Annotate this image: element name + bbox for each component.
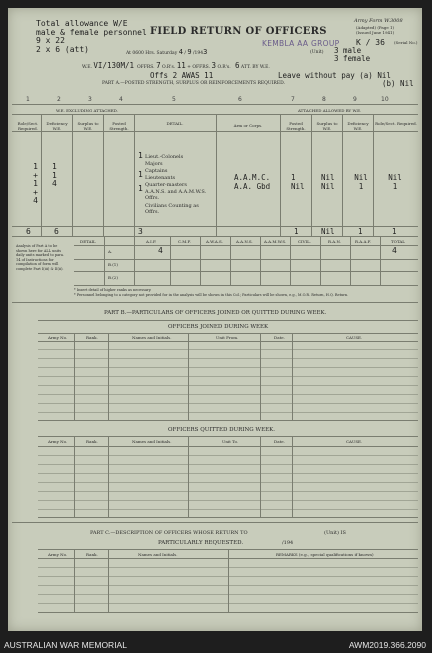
- extra-awas: A.W.A.S.: [206, 239, 223, 244]
- serial-no-label: (Serial No.): [394, 40, 418, 45]
- part-c-requested: PARTICULARLY REQUESTED.: [158, 540, 244, 546]
- or-value-2: 6: [234, 61, 240, 70]
- part-c-col-army-no: Army No.: [48, 552, 68, 557]
- header-role-required: Role/Sect. Required.: [17, 121, 39, 131]
- extra-row-b2: B.(2): [108, 275, 118, 280]
- typed-offs: Offs: [150, 71, 169, 80]
- header-arm-corps: Arm or Corps.: [233, 123, 263, 128]
- col-number-7: 7: [291, 96, 295, 103]
- row2-c8: Nil: [321, 181, 335, 191]
- row2-c6: A.A. Gbd: [234, 181, 271, 191]
- total-c4: 3: [138, 227, 143, 236]
- archive-footer: [0, 634, 432, 653]
- row1-c6: A.A.M.C.: [234, 173, 271, 182]
- joined-col-cause: CAUSE.: [346, 335, 363, 340]
- date-year-prefix: 194: [194, 51, 204, 56]
- part-c-title: PART C.—DESCRIPTION OF OFFICERS WHOSE RETURN TO: [90, 530, 248, 536]
- joined-heading: OFFICERS JOINED DURING WEEK: [168, 324, 269, 330]
- footer-accession-number: AWM2019.366.2090: [348, 640, 426, 650]
- extra-detail-label: DETAIL: [80, 239, 96, 244]
- serial-number: 36: [375, 38, 385, 47]
- header-surplus: Surplus to W.E.: [77, 121, 99, 131]
- rank-qm: Quarter-masters: [145, 182, 187, 188]
- header-detail: DETAIL.: [166, 121, 184, 126]
- quitted-col-army-no: Army No.: [48, 439, 68, 444]
- total-c10: 1: [392, 227, 397, 236]
- header-att-posted: Posted Strength.: [286, 121, 306, 131]
- typed-male: 3 male: [334, 46, 362, 55]
- total-c2: 6: [54, 227, 59, 236]
- c4-lt-col: 1: [138, 151, 143, 160]
- date-prefix: At 0600 Hrs. Saturday: [126, 51, 178, 56]
- footer-institution: AUSTRALIAN WAR MEMORIAL: [4, 640, 127, 650]
- date-month: 9: [187, 48, 192, 56]
- offrs-label: OFFRS.: [136, 65, 155, 70]
- col-number-5: 5: [172, 96, 176, 103]
- col-number-3: 3: [88, 96, 92, 103]
- date-line: At 0600 Hrs. Saturday 4 / 9 /1943: [126, 48, 208, 56]
- we-value: VI/130M/1: [93, 61, 135, 70]
- extra-total-value: 4: [392, 246, 397, 255]
- unit-label: (Unit): [310, 50, 324, 55]
- side-note-a: Analysis of Part A to be shown here for ALL units daily units marked to para. 14 of Instructions for compilation of form will complete Part I(iii) & II(ii).: [16, 244, 65, 271]
- part-c-unit-label: (Unit) IS: [324, 530, 346, 536]
- header-att-role: Role/Sect. Required.: [375, 121, 417, 126]
- row2-c7: Nil: [291, 181, 305, 191]
- typed-line-2: male & female personnel: [36, 27, 147, 37]
- plus-offrs-value: 3: [211, 61, 216, 70]
- extra-aif-value: 4: [158, 246, 163, 255]
- rank-majors: Majors: [145, 161, 163, 167]
- header-posted-strength: Posted Strength.: [109, 121, 129, 131]
- footnote-1: * Insert detail of higher ranks as necessary.: [74, 288, 152, 292]
- part-c-col-names: Names and Initials.: [138, 552, 178, 557]
- total-c9: 1: [358, 227, 363, 236]
- rank-lieutenants: Lieutenants: [145, 175, 176, 181]
- we-label: W.E.: [82, 65, 92, 70]
- row1-c9: Nil: [354, 173, 368, 182]
- rank-aans: A.A.N.S. and A.A.M.W.S. Offrs.: [145, 189, 207, 201]
- col-number-10: 10: [381, 96, 389, 103]
- extra-ran: R.A.N.: [328, 239, 341, 244]
- group-heading-attached: ATTACHED ALLOWED BY W.E.: [298, 108, 362, 113]
- row2-c10: 1: [392, 181, 398, 191]
- total-c1: 6: [26, 227, 31, 236]
- col-number-1: 1: [26, 96, 30, 103]
- we-line: [82, 61, 270, 70]
- typed-offs-awas: [150, 71, 213, 80]
- extra-aans: A.A.N.S.: [236, 239, 253, 244]
- extra-civil: CIVIL.: [298, 239, 312, 244]
- col-number-4: 4: [119, 96, 123, 103]
- joined-col-date: Date.: [274, 335, 285, 340]
- or-value: 11: [176, 61, 186, 70]
- quitted-col-rank: Rank.: [86, 439, 98, 444]
- form-subtitle-1: (Adapted) (Page 1): [356, 25, 395, 30]
- part-a-title: PART A.—POSTED STRENGTH, SURPLUS OR REINFORCEMENTS REQUIRED.: [102, 81, 285, 86]
- unit-k: K: [356, 38, 361, 47]
- joined-col-rank: Rank.: [86, 335, 98, 340]
- unit-stamp: KEMBLA AA GROUP: [262, 39, 340, 48]
- col-number-2: 2: [57, 96, 61, 103]
- header-deficiency: Deficiency W.E.: [46, 121, 68, 131]
- col2-values: [52, 163, 57, 189]
- part-c-year: /194: [282, 540, 294, 546]
- col10-values: [380, 174, 410, 191]
- date-year: 3: [203, 48, 208, 56]
- row2-c9: 1: [358, 181, 364, 191]
- footnote-2: * Personnel belonging to a category not provided for in the analysis will be shown in this Col.; Particulars will be shown, e.g., M.O.R. Return, H.Q. Return.: [74, 293, 349, 297]
- or-label: O.R's.: [162, 65, 176, 70]
- c4-qm: 1: [138, 184, 143, 193]
- or-label-2: O.R's.: [217, 65, 231, 70]
- joined-col-army-no: Army No.: [48, 335, 68, 340]
- extra-row-a: A.: [108, 249, 113, 254]
- col8-values: [321, 174, 335, 191]
- form-title: FIELD RETURN OF OFFICERS: [150, 26, 327, 37]
- extra-raaf: R.A.A.F.: [355, 239, 372, 244]
- extra-row-b1: B.(1): [108, 262, 118, 267]
- total-c7: 1: [294, 227, 299, 236]
- typed-line-1: Total allowance W/E: [36, 19, 128, 28]
- header-att-surplus: Surplus to W.E.: [316, 121, 338, 131]
- plus-offrs-label: + OFFRS.: [187, 65, 211, 70]
- extra-aif: A.I.F.: [146, 239, 157, 244]
- col7-values: [291, 174, 305, 191]
- typed-awas: AWAS 11: [181, 71, 214, 80]
- row1-c7: 1: [291, 173, 296, 182]
- c4-captains: 1: [138, 170, 143, 179]
- typed-line-4: 2 x 6 (att): [36, 44, 89, 54]
- col-number-9: 9: [353, 96, 357, 103]
- col-number-8: 8: [322, 96, 326, 103]
- extra-total: TOTAL: [391, 239, 405, 244]
- col1-values: [24, 163, 38, 206]
- row1-c8: Nil: [321, 173, 335, 182]
- part-b-title: PART B.—PARTICULARS OF OFFICERS JOINED OR QUITTED DURING WEEK.: [104, 310, 327, 316]
- typed-offs-num: 2: [172, 71, 178, 80]
- quitted-col-date: Date.: [274, 439, 285, 444]
- rank-civilians: Civilians Counting as Offrs.: [145, 203, 199, 215]
- document-page: [8, 8, 422, 631]
- row1-c1: 1: [33, 162, 38, 171]
- row2-c2: 1: [52, 170, 57, 180]
- rank-captains: Captains: [145, 168, 168, 174]
- joined-col-unit-from: Unit From.: [216, 335, 239, 340]
- date-day: 4: [178, 48, 183, 56]
- offrs-value: 7: [156, 61, 161, 70]
- joined-col-names: Names and Initials.: [132, 335, 172, 340]
- att-label: ATT. BY W.E.: [240, 65, 270, 70]
- row1-c10: Nil: [388, 173, 402, 182]
- typed-line-3: 9 x 22: [36, 36, 65, 45]
- rank-lt-col: Lieut.-Colonels: [145, 154, 184, 160]
- form-subtitle-2: (Issued June 1941): [356, 30, 395, 35]
- quitted-heading: OFFICERS QUITTED DURING WEEK.: [168, 427, 275, 433]
- quitted-col-unit-to: Unit To.: [222, 439, 239, 444]
- form-reference: Army Form W.3008: [354, 18, 403, 24]
- typed-personnel: [334, 47, 370, 63]
- header-att-deficiency: Deficiency W.E.: [347, 121, 369, 131]
- row2-c1: + 1: [33, 170, 38, 188]
- row1-c2: 1: [52, 162, 57, 171]
- col9-values: [352, 174, 370, 191]
- row3-c2: 4: [52, 179, 57, 188]
- part-c-col-remarks: REMARKS (e.g., special qualifications if known): [276, 552, 374, 557]
- extra-cmf: C.M.F.: [178, 239, 191, 244]
- ranks-list: [145, 154, 209, 215]
- total-c8: Nil: [321, 227, 335, 236]
- row3-c1: + 4: [33, 187, 38, 205]
- typed-female: 3 female: [334, 54, 371, 63]
- quitted-col-names: Names and Initials.: [132, 439, 172, 444]
- col6-values: [234, 174, 270, 191]
- quitted-col-cause: CAUSE.: [346, 439, 363, 444]
- col-number-6: 6: [238, 96, 242, 103]
- extra-aamws: A.A.M.W.S.: [264, 239, 287, 244]
- typed-leave-b: (b) Nil: [382, 79, 414, 88]
- group-heading-we: W.E. EXCLUDING ATTACHED.: [56, 108, 119, 113]
- unit-code: K / 36: [356, 38, 385, 47]
- part-c-col-rank: Rank.: [86, 552, 98, 557]
- typed-leave: Leave without pay (a) Nil: [278, 71, 391, 80]
